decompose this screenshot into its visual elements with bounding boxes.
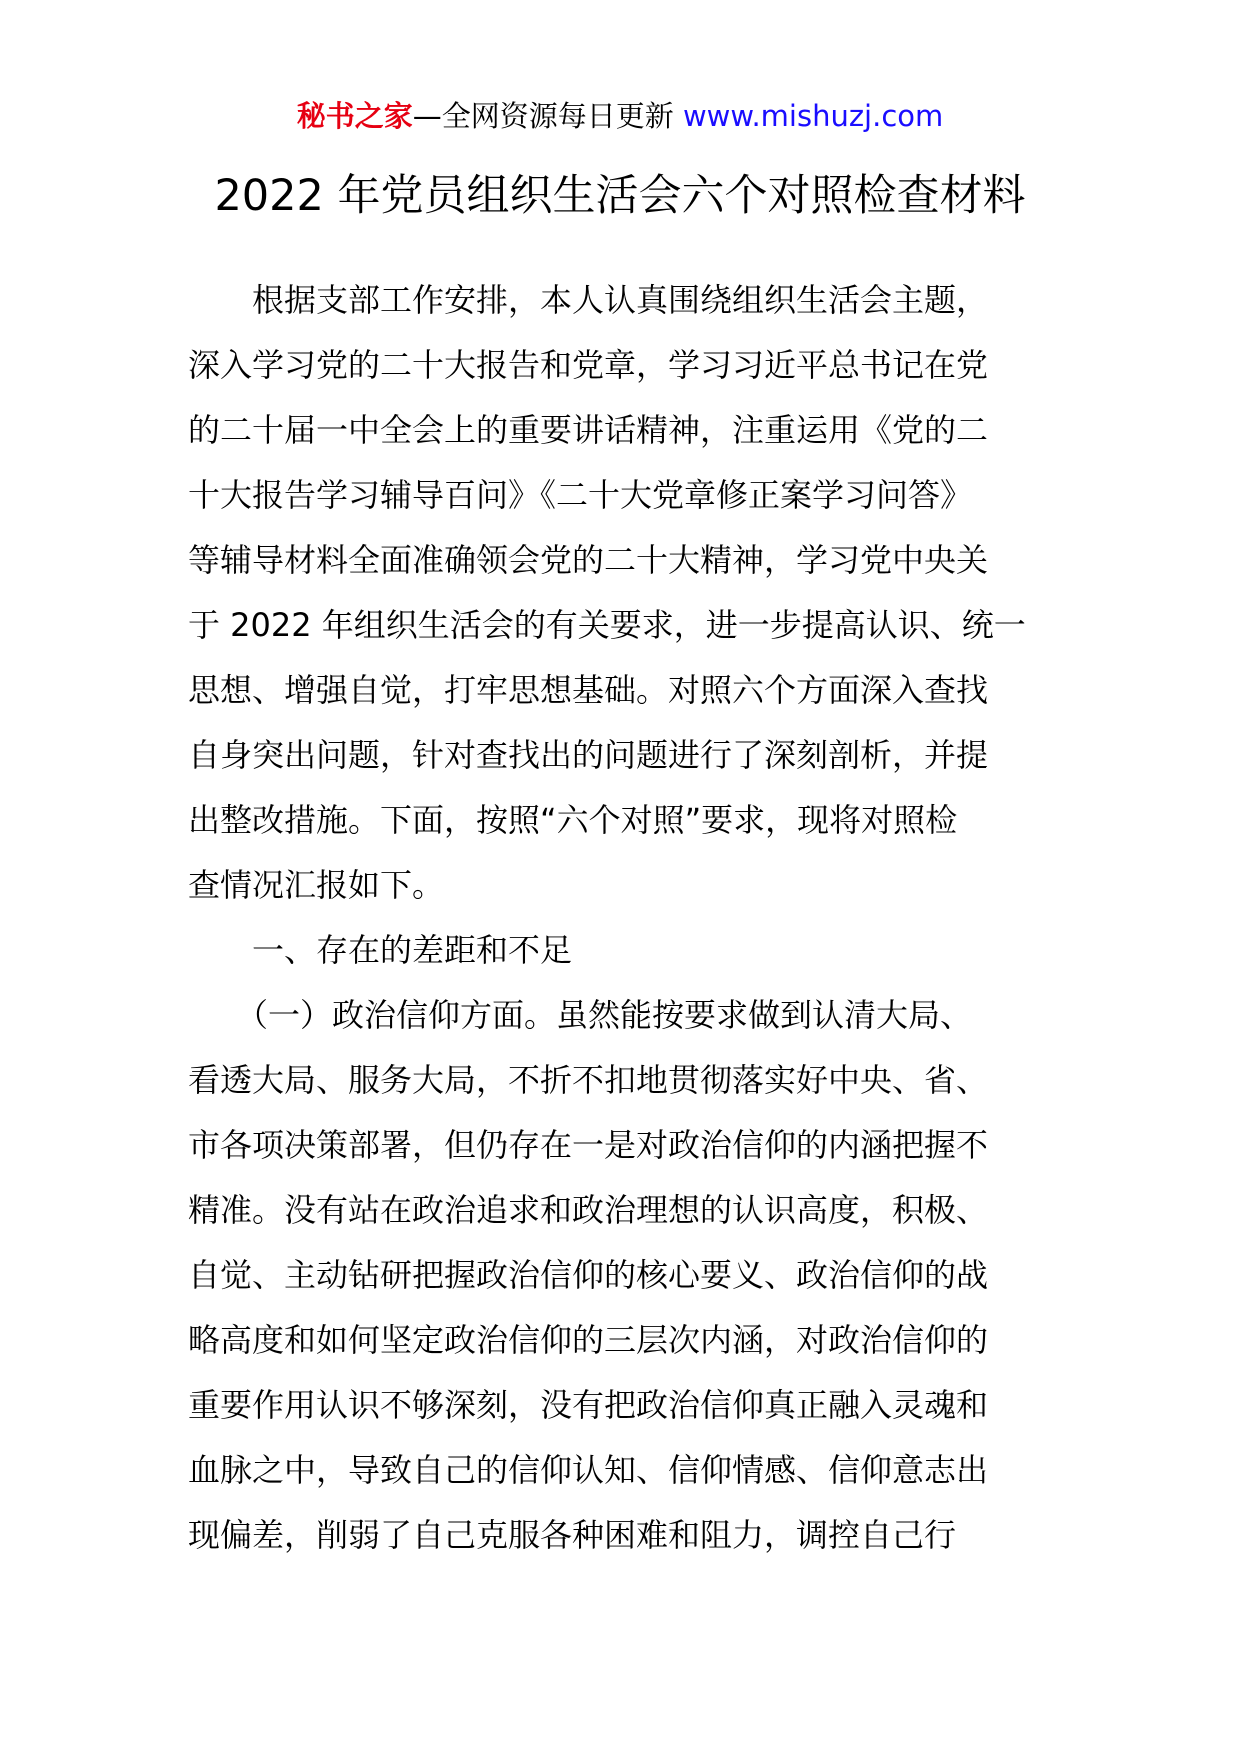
body-line: 看透大局、服务大局，不折不扣地贯彻落实好中央、省、 (188, 1061, 989, 1099)
body-line: 血脉之中，导致自己的信仰认知、信仰情感、信仰意志出 (188, 1451, 989, 1489)
body-line: 重要作用认识不够深刻，没有把政治信仰真正融入灵魂和 (188, 1386, 989, 1424)
body-line: 思想、增强自觉，打牢思想基础。对照六个方面深入查找 (188, 671, 989, 709)
body-line: 于 2022 年组织生活会的有关要求，进一步提高认识、统一 (188, 606, 1026, 644)
site-header (0, 98, 1240, 134)
site-brand: 秘书之家 (296, 99, 413, 133)
document-title: 2022 年党员组织生活会六个对照检查材料 (214, 171, 1026, 221)
body-line: 自身突出问题，针对查找出的问题进行了深刻剖析，并提 (188, 736, 989, 774)
body-line: （一）政治信仰方面。虽然能按要求做到认清大局、 (188, 996, 973, 1034)
body-line: 等辅导材料全面准确领会党的二十大精神，学习党中央关 (188, 541, 989, 579)
body-line: 出整改措施。下面，按照“六个对照”要求，现将对照检 (188, 801, 958, 839)
section-heading: 一、存在的差距和不足 (188, 931, 573, 969)
body-line: 精准。没有站在政治追求和政治理想的认识高度，积极、 (188, 1191, 989, 1229)
body-line: 略高度和如何坚定政治信仰的三层次内涵，对政治信仰的 (188, 1321, 989, 1359)
site-slogan: —全网资源每日更新 (412, 99, 683, 133)
body-line: 市各项决策部署，但仍存在一是对政治信仰的内涵把握不 (188, 1126, 989, 1164)
body-line: 根据支部工作安排，本人认真围绕组织生活会主题， (188, 281, 989, 319)
body-line: 自觉、主动钻研把握政治信仰的核心要义、政治信仰的战 (188, 1256, 989, 1294)
body-line: 深入学习党的二十大报告和党章，学习习近平总书记在党 (188, 346, 989, 384)
body-line: 的二十届一中全会上的重要讲话精神，注重运用《党的二 (188, 411, 989, 449)
document-body (188, 268, 1056, 1568)
body-line: 现偏差，削弱了自己克服各种困难和阻力，调控自己行 (188, 1516, 957, 1554)
body-line: 十大报告学习辅导百问》《二十大党章修正案学习问答》 (188, 476, 973, 514)
site-url-link[interactable]: www.mishuzj.com (682, 99, 944, 133)
body-line: 查情况汇报如下。 (188, 866, 445, 904)
